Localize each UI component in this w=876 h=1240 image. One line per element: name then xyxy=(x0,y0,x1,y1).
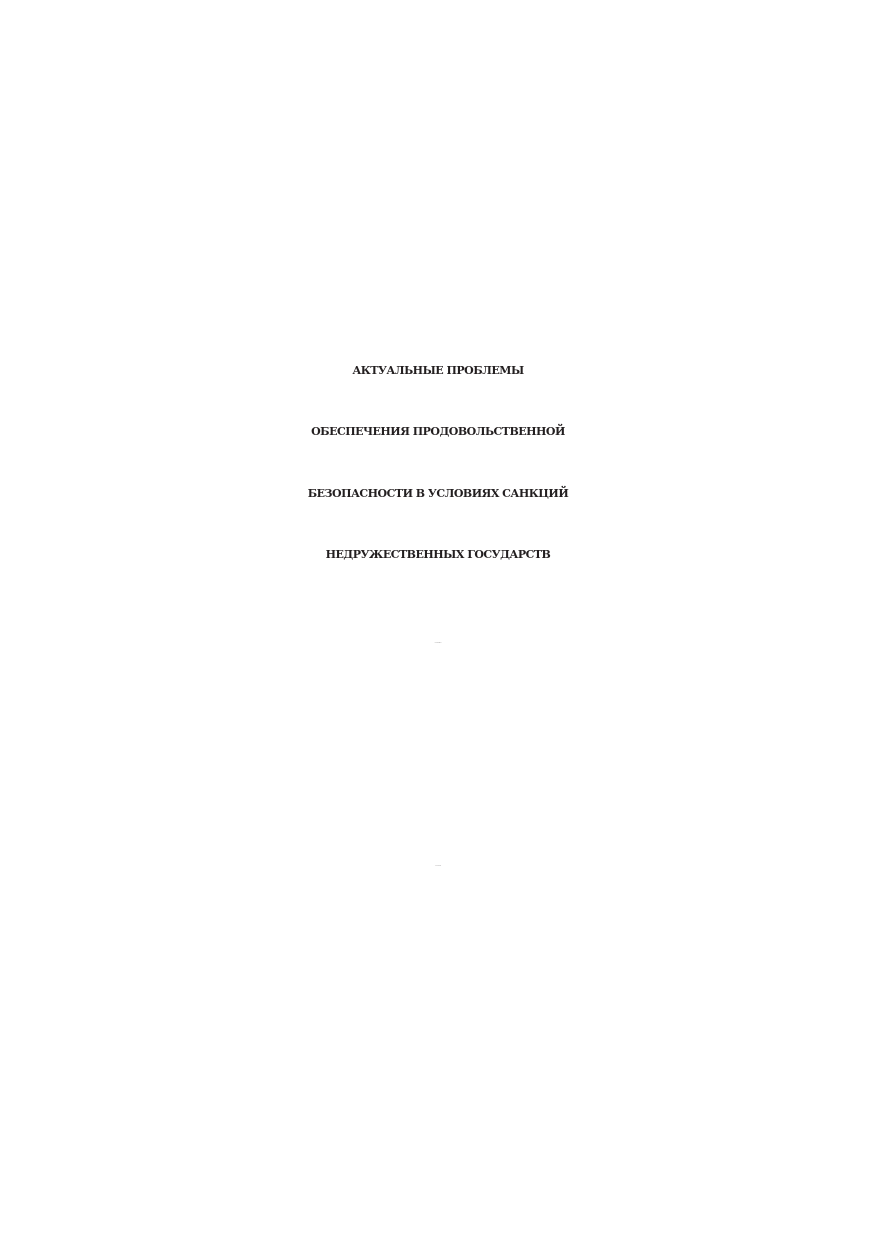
imprint-year xyxy=(0,1090,876,1120)
imprint-city xyxy=(0,1027,876,1057)
book-title-line-4: НЕДРУЖЕСТВЕННЫХ ГОСУДАРСТВ xyxy=(325,548,551,561)
book-title-line-1: АКТУАЛЬНЫЕ ПРОБЛЕМЫ xyxy=(352,364,524,377)
editor-credit-line-2 xyxy=(0,726,876,756)
imprint-publisher xyxy=(0,1059,876,1089)
editor-credit-line-1 xyxy=(0,695,876,725)
editor-name xyxy=(0,787,876,817)
book-genre: Монография xyxy=(434,643,442,644)
book-title-line-3: БЕЗОПАСНОСТИ В УСЛОВИЯХ САНКЦИЙ xyxy=(307,487,569,500)
book-title-line-2: ОБЕСПЕЧЕНИЯ ПРОДОВОЛЬСТВЕННОЙ xyxy=(311,425,565,438)
editor-credit-line-3 xyxy=(0,757,876,787)
edition-label: 2-е издание xyxy=(434,866,442,867)
